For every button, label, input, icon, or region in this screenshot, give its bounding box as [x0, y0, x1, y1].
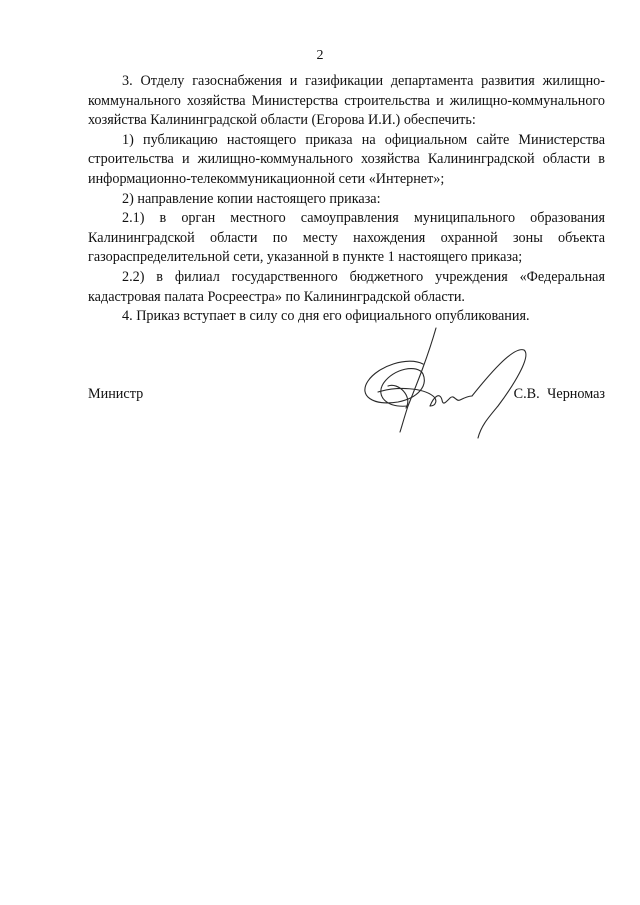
signature-block [88, 386, 605, 446]
paragraph-3-2-1: 2.1) в орган местного самоуправления муниципального образования Калининградской области по месту нахождения охранной зоны объекта газораспределительной сети, указанной в пункте 1 настоящего приказа; [88, 210, 605, 266]
signer-position: Министр [88, 386, 144, 402]
document-body [88, 72, 605, 327]
paragraph-4: 4. Приказ вступает в силу со дня его официального опубликования. [122, 308, 530, 325]
handwritten-signature [338, 326, 528, 441]
paragraph-3-2-2: 2.2) в филиал государственного бюджетного учреждения «Федеральная кадастровая палата Росреестра» по Калининградской области. [88, 268, 605, 305]
paragraph-3: 3. Отделу газоснабжения и газификации департамента развития жилищно-коммунального хозяйства Министерства строительства и жилищно-коммунального хозяйства Калининградской области (Егорова И.И.) обеспечить: [88, 73, 605, 129]
page-number: 2 [316, 48, 324, 63]
paragraph-3-2: 2) направление копии настоящего приказа: [122, 190, 381, 207]
signer-name: С.В. Черномаз [513, 386, 605, 402]
paragraph-3-1: 1) публикацию настоящего приказа на официальном сайте Министерства строительства и жилищно-коммунального хозяйства Калининградской области в информационно-телекоммуникационной сети «Интернет»; [88, 131, 605, 187]
